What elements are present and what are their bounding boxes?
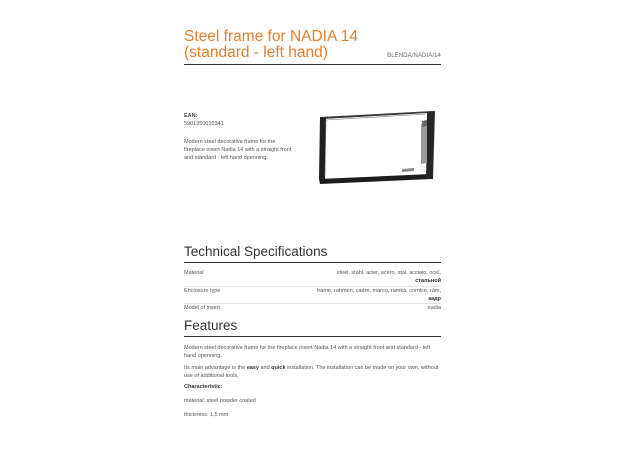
features-paragraph-2 [184, 364, 441, 380]
features-quick: quick [271, 365, 286, 371]
spec-value-material-line1: steel, stahl, acier, acero, stal, acciaio, ocel, [336, 270, 441, 276]
features-easy: easy [246, 365, 259, 371]
spec-row-divider [184, 286, 441, 287]
product-description: Modern steel decorative frame for the fireplace insert Nadia 14 with a straight front and standard - left hand openning. [184, 139, 292, 161]
spec-value-enclosure-line2: кадр [428, 295, 441, 302]
ean-label: EAN: [184, 113, 198, 119]
product-image [314, 107, 439, 187]
spec-value-enclosure [301, 288, 441, 303]
characteristic-label: Characteristic: [184, 384, 223, 390]
characteristic-material: material: steel powder coated [184, 398, 256, 404]
product-code: BLENDA/NADIA/14 [387, 53, 441, 59]
spec-value-material [301, 270, 441, 285]
tech-specs-divider [184, 262, 441, 263]
spec-label-enclosure: Enclosure type [184, 288, 221, 294]
spec-value-enclosure-line1: frame, rahmen, cadre, marco, ramka, cornice, rám, [316, 288, 441, 294]
frame-return-right [421, 122, 427, 164]
characteristic-thickness: thickness: 1,5 mm. [184, 412, 230, 418]
product-title [184, 29, 384, 61]
features-p2-and: and [258, 365, 272, 371]
features-p2-start: Its main advantage is the [184, 365, 247, 371]
frame-right-post [426, 111, 435, 179]
features-p2-end: installation. The installation can be made on your own, without use of additional tools. [184, 365, 439, 379]
title-line-2: (standard - left hand) [184, 44, 328, 61]
spec-row-divider [184, 303, 441, 304]
characteristic-heading [184, 383, 441, 391]
frame-return-tab-top [422, 120, 427, 127]
ean-value: 5901350010341 [184, 121, 224, 127]
features-heading: Features [184, 318, 238, 333]
title-line-1: Steel frame for NADIA 14 [184, 28, 359, 45]
spec-value-model [301, 305, 441, 313]
spec-value-material-line2: стальной [415, 277, 441, 284]
title-divider [184, 64, 441, 65]
tech-specs-heading: Technical Specifications [184, 244, 328, 259]
spec-label-model: Model of insert [184, 305, 221, 311]
features-paragraph-1: Modern steel decorative frame for the fireplace insert Nadia 14 with a straight front and standard - left hand openning. [184, 345, 431, 359]
features-divider [184, 336, 441, 337]
spec-value-model-line1: nadia [427, 305, 441, 311]
spec-label-material: Material [184, 270, 204, 276]
